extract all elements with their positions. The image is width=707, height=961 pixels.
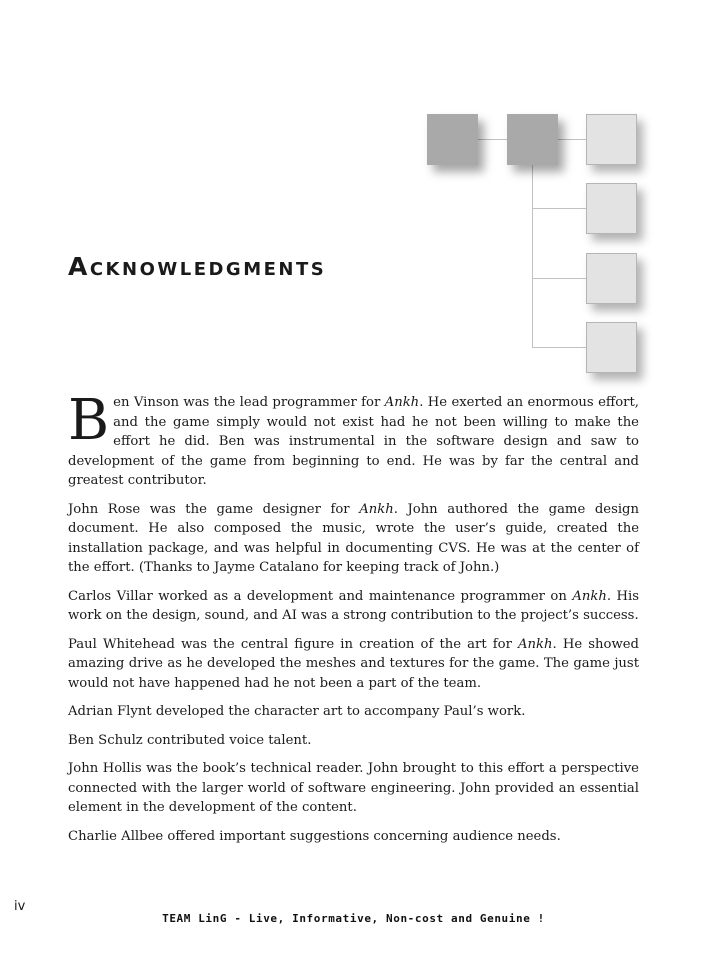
diagram-box-light: [586, 322, 637, 373]
paragraph-text: . He exerted an enormous effort, and the game simply would not exist had he not been willing to make the effort he did. Ben was instrumental in the software design and saw to development of the game from beginning to end. He was by far the central and greatest contributor.: [68, 395, 639, 488]
paragraph-text: John Rose was the game designer for: [68, 501, 360, 517]
paragraph-ben-vinson: [68, 388, 639, 491]
paragraph-text: Paul Whitehead was the central figure in creation of the art for: [68, 636, 519, 652]
diagram-box-light: [586, 253, 637, 304]
diagram-connector: [532, 208, 588, 209]
diagram-box-light: [586, 114, 637, 165]
game-title-italic: Ankh: [518, 636, 553, 652]
page-number: iv: [14, 899, 26, 914]
paragraph-carlos-villar: [68, 587, 639, 626]
chapter-title: Acknowledgments: [68, 252, 327, 281]
acknowledgments-body: [68, 388, 640, 855]
paragraph-text: Carlos Villar worked as a development and maintenance programmer on: [68, 588, 573, 604]
paragraph-charlie-allbee: Charlie Allbee offered important suggestions concerning audience needs.: [68, 828, 561, 844]
paragraph-paul-whitehead: [68, 635, 639, 694]
game-title-italic: Ankh: [359, 501, 394, 517]
diagram-connector: [532, 347, 588, 348]
footer-banner: TEAM LinG - Live, Informative, Non-cost and Genuine !: [162, 912, 545, 925]
diagram-box-dark: [427, 114, 478, 165]
diagram-box-light: [586, 183, 637, 234]
paragraph-john-hollis: John Hollis was the book’s technical reader. John brought to this effort a perspective connected with the larger world of software engineering. John provided an essential element in the development of the content.: [68, 761, 639, 815]
paragraph-ben-schulz: Ben Schulz contributed voice talent.: [68, 732, 312, 748]
diagram-connector: [532, 164, 533, 348]
paragraph-adrian-flynt: Adrian Flynt developed the character art to accompany Paul’s work.: [68, 704, 526, 719]
game-title-italic: Ankh: [384, 395, 420, 410]
paragraph-john-rose: [68, 500, 639, 578]
diagram-connector: [532, 278, 588, 279]
paragraph-text: en Vinson was the lead programmer for: [113, 395, 385, 410]
game-title-italic: Ankh: [572, 588, 607, 604]
paragraph-text: . His work on the design, sound, and AI was a strong contribution to the project’s success.: [68, 588, 639, 623]
paragraph-text: . He showed amazing drive as he developed the meshes and textures for the game. The game just would not have happened had he not been a part of the team.: [68, 636, 640, 691]
drop-cap: B: [68, 388, 110, 453]
paragraph-text: . John authored the game design document. He also composed the music, wrote the user’s guide, created the installation package, and was helpful in documenting CVS. He was at the center of the effort. (Thanks to Jayme Catalano for keeping track of John.): [68, 501, 639, 575]
diagram-box-dark: [507, 114, 558, 165]
